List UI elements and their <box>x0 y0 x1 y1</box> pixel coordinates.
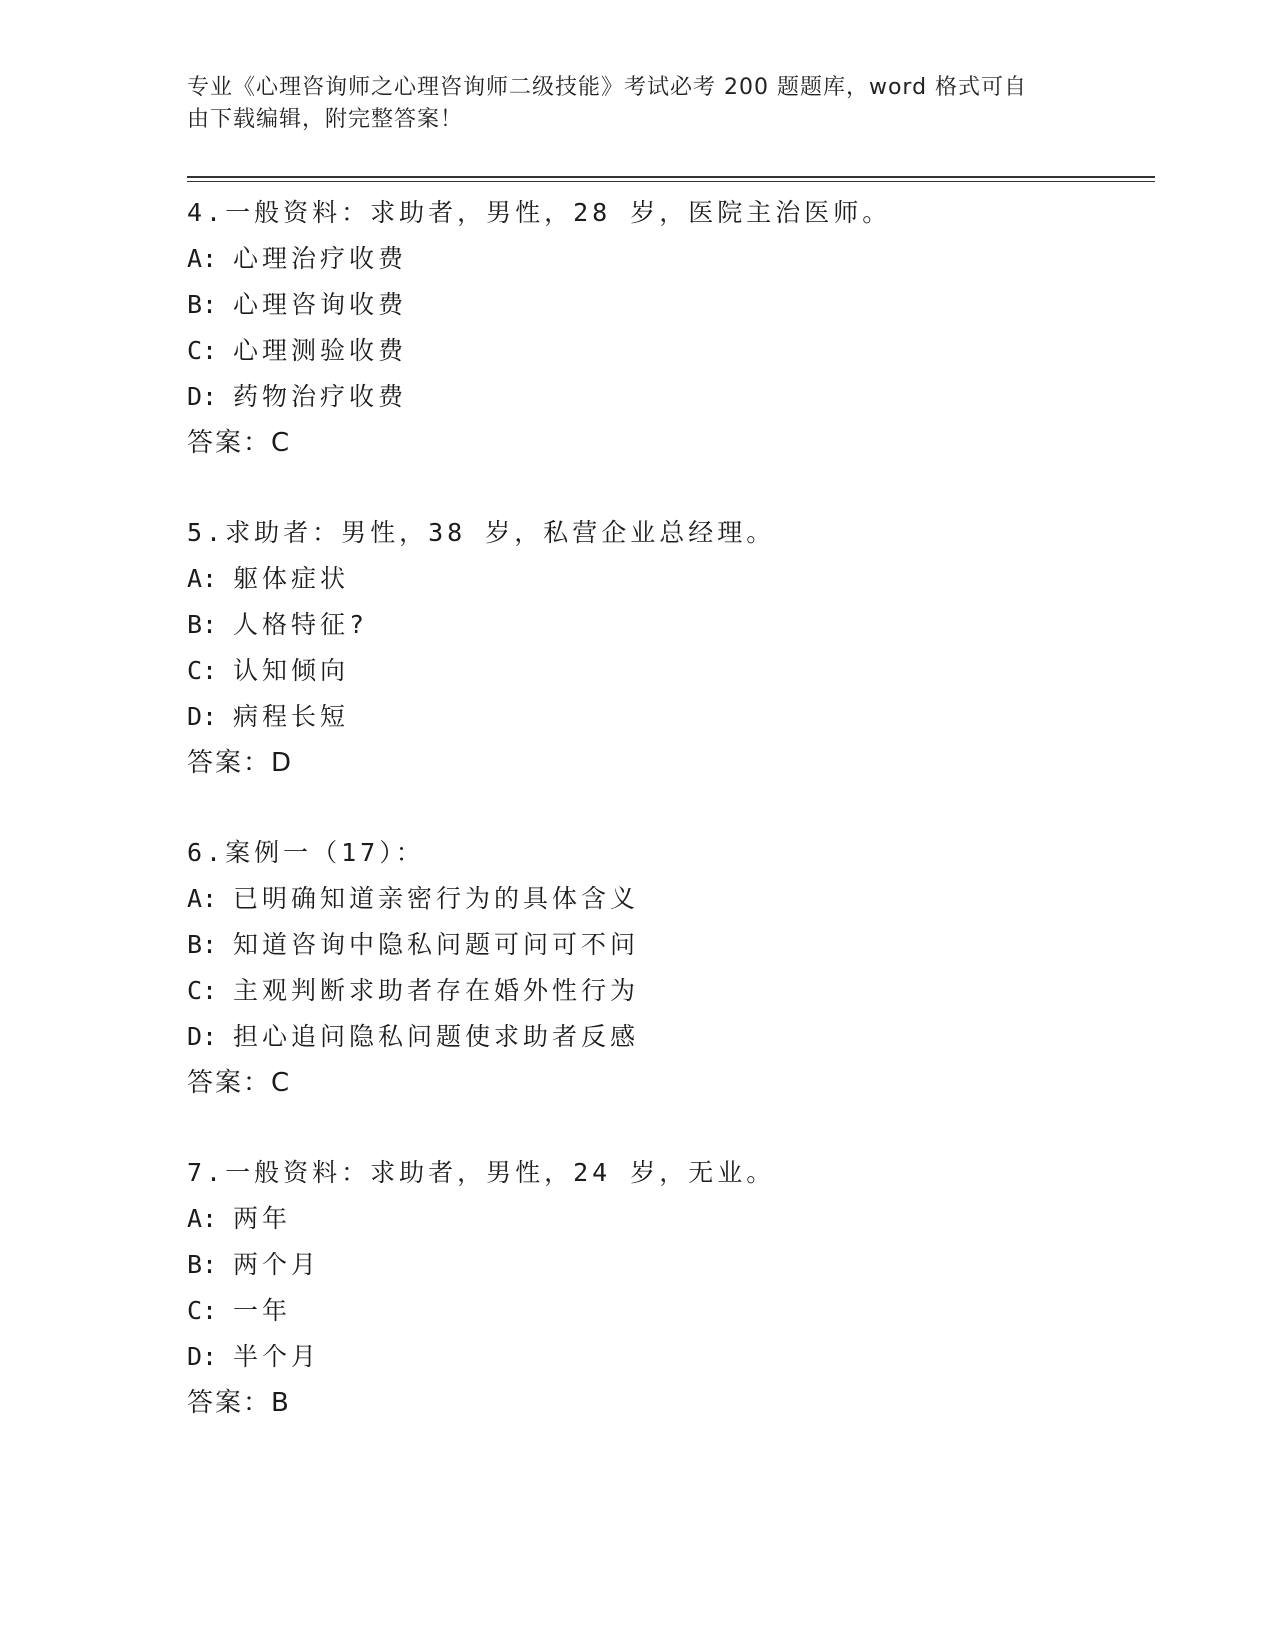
option-letter: B: <box>187 1250 218 1279</box>
option-text: 心理咨询收费 <box>233 290 408 319</box>
question-stem: 7.一般资料：求助者，男性，24 岁，无业。 <box>187 1158 776 1187</box>
header-divider-thick <box>187 176 1155 178</box>
question-7 <box>187 1150 1147 1426</box>
option-d <box>187 1334 1147 1380</box>
option-b <box>187 922 1147 968</box>
option-d <box>187 694 1147 740</box>
option-text: 两个月 <box>233 1250 321 1279</box>
option-d <box>187 374 1147 420</box>
option-text: 一年 <box>233 1296 292 1325</box>
answer-line: 答案：C <box>187 1068 292 1098</box>
option-c <box>187 648 1147 694</box>
option-a <box>187 236 1147 282</box>
option-c <box>187 968 1147 1014</box>
option-b <box>187 282 1147 328</box>
option-letter: A: <box>187 884 218 913</box>
option-letter: A: <box>187 1204 218 1233</box>
option-letter: B: <box>187 930 218 959</box>
option-letter: A: <box>187 244 218 273</box>
option-text: 药物治疗收费 <box>233 382 408 411</box>
option-text: 病程长短 <box>233 702 350 731</box>
header-line-1: 专业《心理咨询师之心理咨询师二级技能》考试必考 200 题题库，word 格式可自 <box>187 75 1028 100</box>
option-text: 心理测验收费 <box>233 336 408 365</box>
option-text: 两年 <box>233 1204 292 1233</box>
option-letter: C: <box>187 1296 218 1325</box>
answer-line: 答案：B <box>187 1388 291 1418</box>
option-c <box>187 1288 1147 1334</box>
option-d <box>187 1014 1147 1060</box>
option-a <box>187 876 1147 922</box>
header-divider-thin <box>187 181 1155 182</box>
option-text: 心理治疗收费 <box>233 244 408 273</box>
question-list <box>187 190 1147 1470</box>
question-stem: 6.案例一（17）： <box>187 838 425 867</box>
option-a <box>187 556 1147 602</box>
option-b <box>187 1242 1147 1288</box>
option-text: 躯体症状 <box>233 564 350 593</box>
answer-line: 答案：D <box>187 748 294 778</box>
question-5 <box>187 510 1147 786</box>
option-letter: C: <box>187 656 218 685</box>
question-4 <box>187 190 1147 466</box>
answer-line: 答案：C <box>187 428 292 458</box>
question-6 <box>187 830 1147 1106</box>
option-letter: A: <box>187 564 218 593</box>
option-letter: C: <box>187 336 218 365</box>
option-text: 已明确知道亲密行为的具体含义 <box>233 884 640 913</box>
option-letter: D: <box>187 1342 218 1371</box>
document-header <box>187 72 1067 136</box>
option-c <box>187 328 1147 374</box>
question-stem: 4.一般资料：求助者，男性，28 岁，医院主治医师。 <box>187 198 892 227</box>
option-text: 认知倾向 <box>233 656 350 685</box>
option-letter: D: <box>187 1022 218 1051</box>
option-letter: B: <box>187 610 218 639</box>
option-letter: C: <box>187 976 218 1005</box>
option-letter: B: <box>187 290 218 319</box>
option-text: 知道咨询中隐私问题可问可不问 <box>233 930 640 959</box>
option-text: 主观判断求助者存在婚外性行为 <box>233 976 640 1005</box>
option-a <box>187 1196 1147 1242</box>
option-letter: D: <box>187 382 218 411</box>
option-letter: D: <box>187 702 218 731</box>
option-text: 半个月 <box>233 1342 321 1371</box>
option-text: 担心追问隐私问题使求助者反感 <box>233 1022 640 1051</box>
question-stem: 5.求助者：男性，38 岁，私营企业总经理。 <box>187 518 776 547</box>
header-line-2: 由下载编辑，附完整答案！ <box>187 107 464 132</box>
option-b <box>187 602 1147 648</box>
option-text: 人格特征? <box>233 610 369 639</box>
